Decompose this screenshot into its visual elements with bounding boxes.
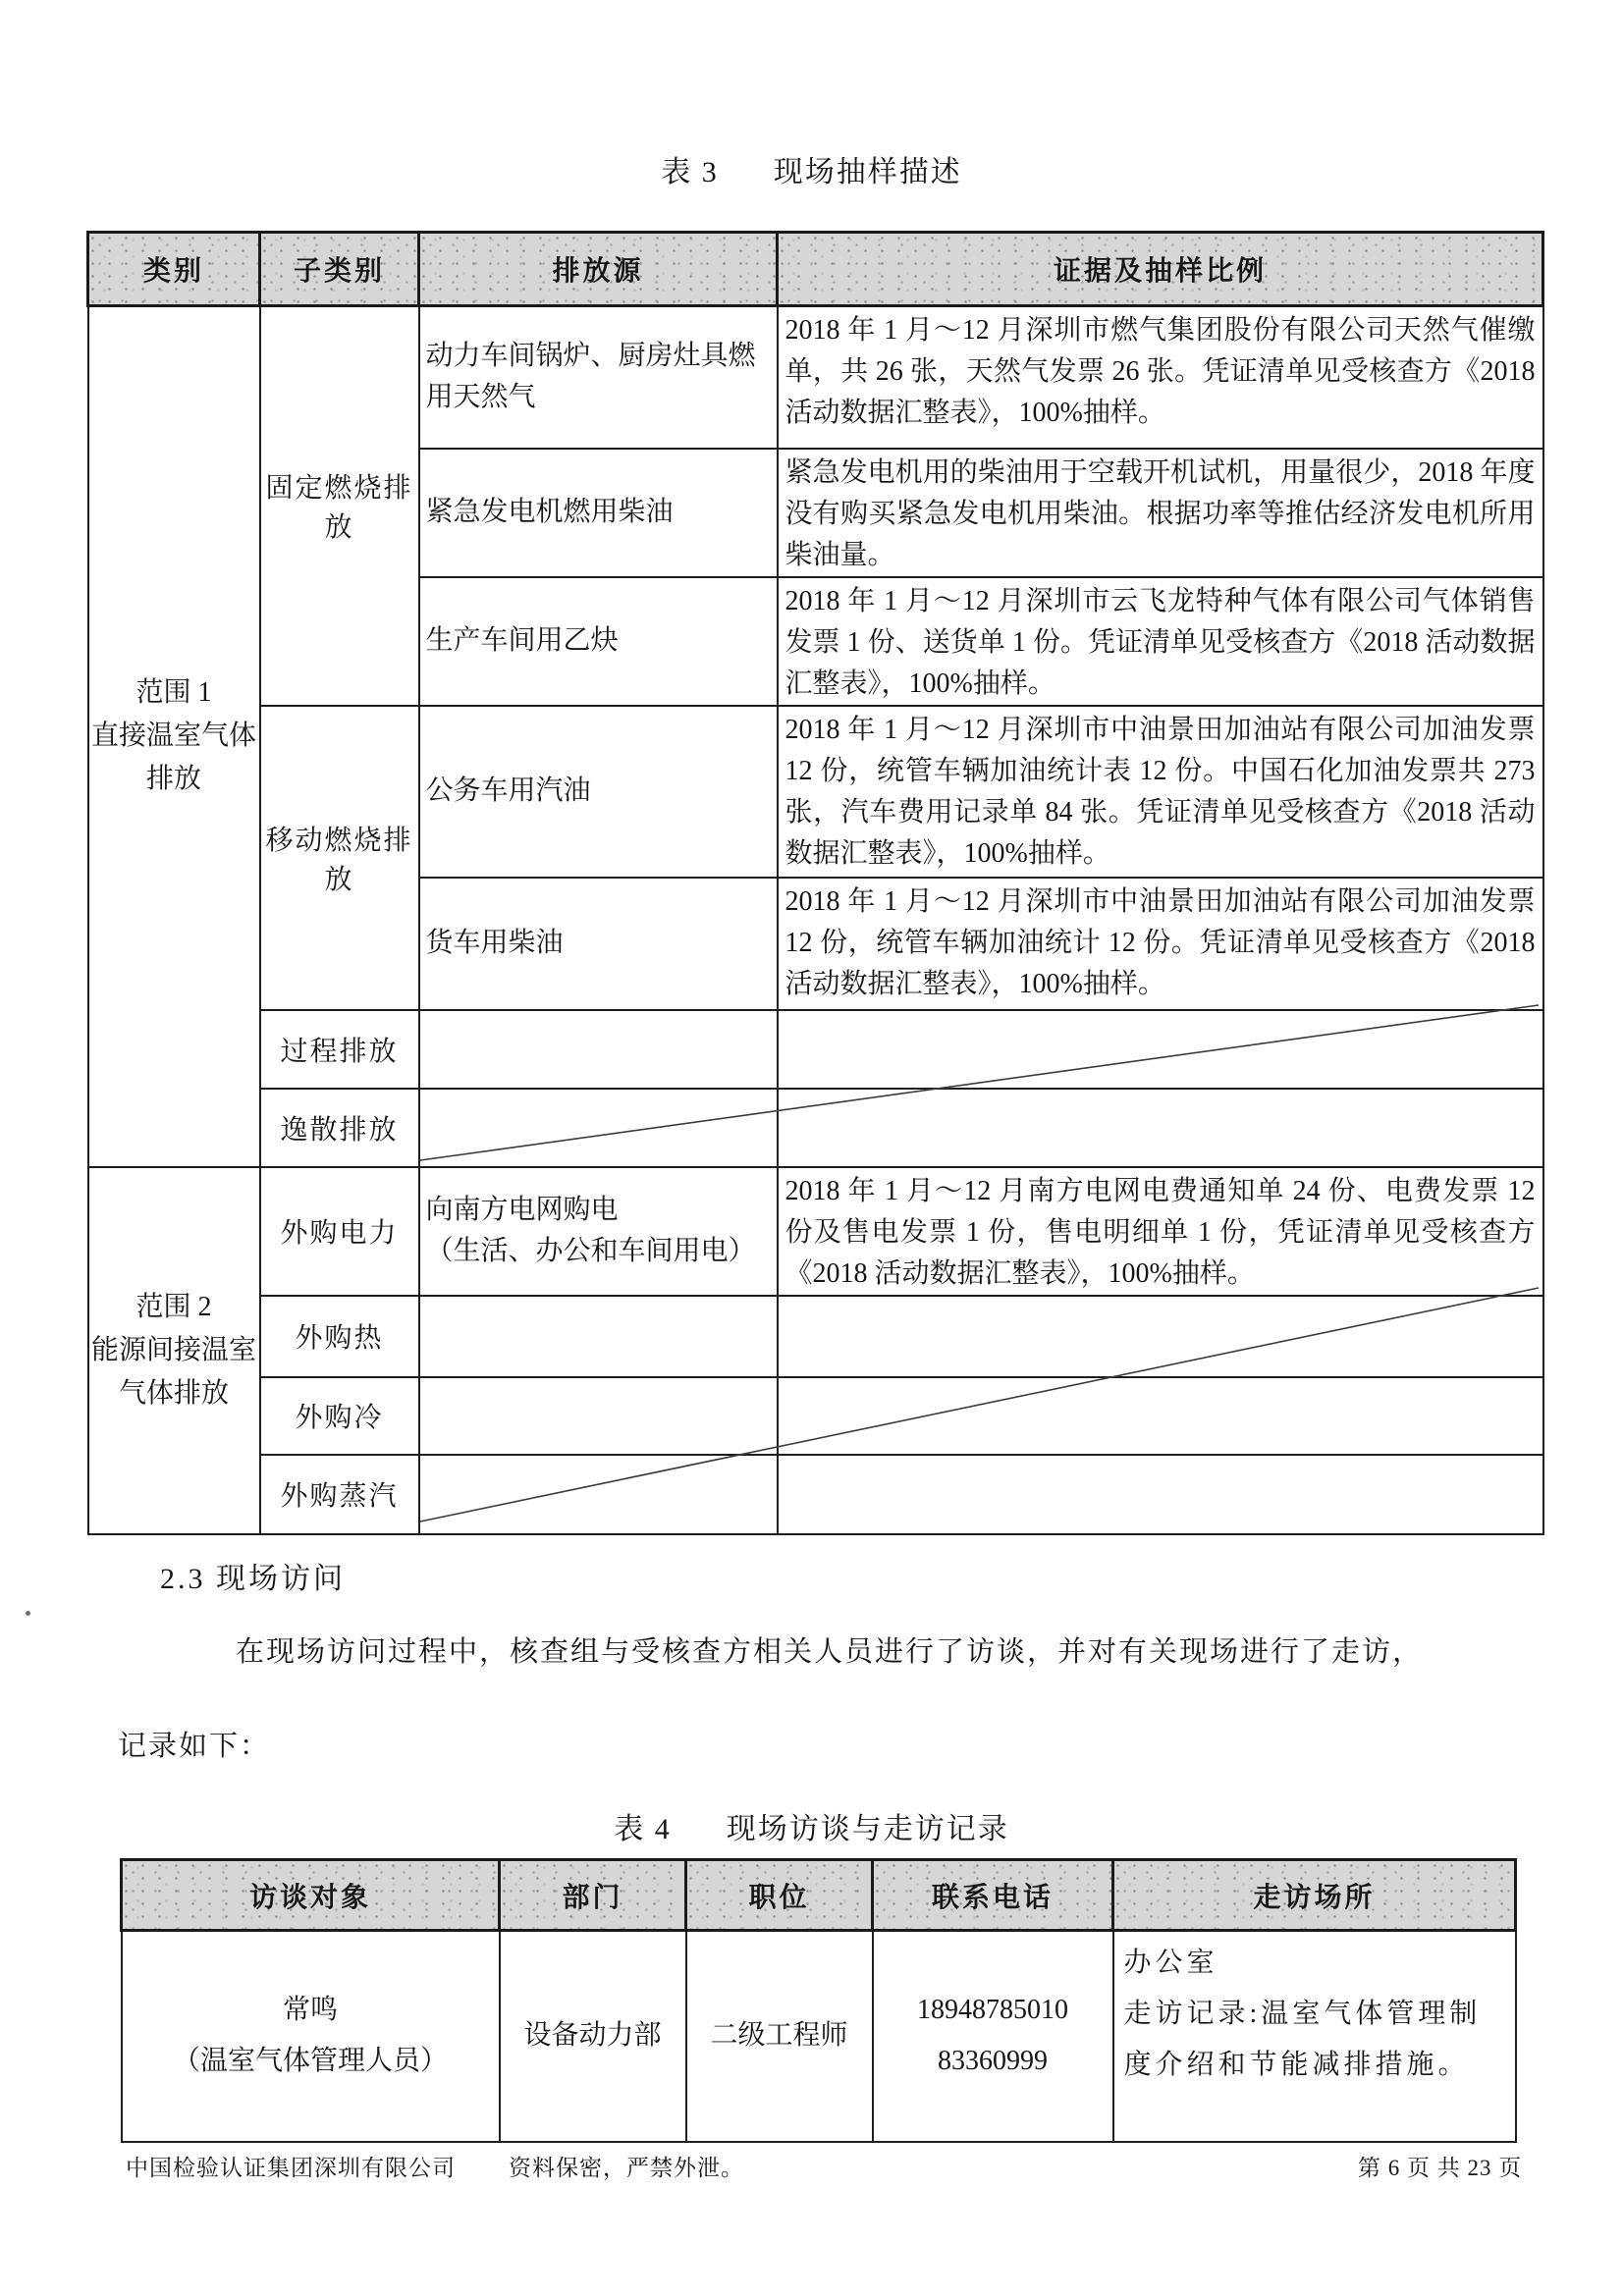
visit-place-cell — [1113, 1931, 1516, 2142]
interview-table — [120, 1858, 1517, 2143]
table3-title-label: 表 3 — [661, 156, 719, 188]
empty-evidence-cell — [778, 1010, 1543, 1089]
subcategory-purchased-cooling: 外购冷 — [260, 1377, 419, 1455]
position-cell: 二级工程师 — [686, 1931, 873, 2142]
table3-title — [0, 147, 1623, 190]
empty-source-cell — [419, 1089, 778, 1167]
scope2-label-line3: 气体排放 — [118, 1377, 229, 1409]
empty-evidence-cell — [778, 1377, 1543, 1455]
subcategory-purchased-heat: 外购热 — [260, 1296, 419, 1377]
evidence-cell: 2018 年 1 月～12 月深圳市中油景田加油站有限公司加油发票 12 份，统管车辆加油统计表 12 份。中国石化加油发票共 273 张，汽车费用记录单 84 张。凭证清单见受核查方《2018 活动数据汇整表》，100%抽样。 — [778, 706, 1543, 878]
table-header-row — [122, 1860, 1516, 1931]
sampling-table — [86, 231, 1544, 1535]
footer-confidential: 资料保密，严禁外泄。 — [509, 2156, 744, 2180]
phone-number-2: 83360999 — [938, 2046, 1048, 2077]
subcategory-purchased-steam: 外购蒸汽 — [260, 1455, 419, 1534]
evidence-cell: 紧急发电机用的柴油用于空载开机试机，用量很少，2018 年度没有购买紧急发电机用柴油。根据功率等推估经济发电机所用柴油量。 — [778, 449, 1543, 577]
table-row — [88, 706, 1543, 878]
phone-cell — [873, 1931, 1113, 2142]
electricity-source-line2: （生活、办公和车间用电） — [425, 1236, 756, 1266]
scope1-label-line2: 直接温室气体 — [90, 721, 256, 752]
subcategory-mobile-combustion: 移动燃烧排放 — [260, 706, 419, 1010]
scope2-label-line1: 范围 2 — [135, 1291, 212, 1322]
column-header-phone: 联系电话 — [873, 1860, 1113, 1931]
scope1-category-cell — [88, 306, 260, 1167]
section-heading: 2.3 现场访问 — [160, 1563, 346, 1595]
evidence-cell: 2018 年 1 月～12 月深圳市燃气集团股份有限公司天然气催缴单，共 26 张，天然气发票 26 张。凭证清单见受核查方《2018 活动数据汇整表》，100%抽样。 — [778, 306, 1543, 449]
table-row — [88, 1089, 1543, 1167]
interviewee-name: 常鸣 — [282, 1995, 338, 2026]
emission-source-cell — [419, 1167, 778, 1296]
table-row — [122, 1931, 1516, 2142]
emission-source-cell: 货车用柴油 — [419, 878, 778, 1010]
emission-source-cell: 公务车用汽油 — [419, 706, 778, 878]
subcategory-process-emission: 过程排放 — [260, 1010, 419, 1089]
column-header-subcategory: 子类别 — [260, 233, 419, 306]
empty-source-cell — [419, 1455, 778, 1534]
column-header-evidence: 证据及抽样比例 — [778, 233, 1543, 306]
section-paragraph-line2: 记录如下： — [118, 1731, 271, 1762]
scope2-label-line2: 能源间接温室 — [90, 1334, 256, 1365]
subcategory-fixed-combustion: 固定燃烧排放 — [260, 306, 419, 706]
evidence-cell: 2018 年 1 月～12 月深圳市云飞龙特种气体有限公司气体销售发票 1 份、送货单 1 份。凭证清单见受核查方《2018 活动数据汇整表》，100%抽样。 — [778, 577, 1543, 706]
column-header-source: 排放源 — [419, 233, 778, 306]
scope2-category-cell — [88, 1167, 260, 1534]
column-header-position: 职位 — [686, 1860, 873, 1931]
scope1-label-line1: 范围 1 — [135, 677, 212, 709]
footer-company: 中国检验认证集团深圳有限公司 — [126, 2156, 456, 2180]
empty-evidence-cell — [778, 1455, 1543, 1534]
visit-record: 走访记录:温室气体管理制度介绍和节能减排措施。 — [1123, 1999, 1482, 2080]
empty-evidence-cell — [778, 1296, 1543, 1377]
empty-evidence-cell — [778, 1089, 1543, 1167]
table-row — [88, 1296, 1543, 1377]
table4-title-label: 表 4 — [614, 1813, 672, 1845]
phone-number-1: 18948785010 — [917, 1995, 1068, 2026]
table-row — [88, 306, 1543, 449]
empty-source-cell — [419, 1010, 778, 1089]
scope1-label-line3: 排放 — [145, 764, 201, 795]
subcategory-fugitive-emission: 逸散排放 — [260, 1089, 419, 1167]
table3-title-text: 现场抽样描述 — [773, 156, 962, 188]
subcategory-purchased-electricity: 外购电力 — [260, 1167, 419, 1296]
footer-page-indicator: 第 6 页 共 23 页 — [1358, 2156, 1523, 2180]
table4-title-text: 现场访谈与走访记录 — [726, 1813, 1009, 1845]
visit-place: 办公室 — [1123, 1948, 1218, 1978]
table4-title — [0, 1804, 1623, 1847]
emission-source-cell: 紧急发电机燃用柴油 — [419, 449, 778, 577]
emission-source-cell: 生产车间用乙炔 — [419, 577, 778, 706]
emission-source-cell: 动力车间锅炉、厨房灶具燃用天然气 — [419, 306, 778, 449]
table-row — [88, 1010, 1543, 1089]
table-row — [88, 1167, 1543, 1296]
column-header-department: 部门 — [500, 1860, 686, 1931]
table-header-row — [88, 233, 1543, 306]
interviewee-cell — [122, 1931, 500, 2142]
department-cell: 设备动力部 — [500, 1931, 686, 2142]
column-header-place: 走访场所 — [1113, 1860, 1516, 1931]
table-row — [88, 1377, 1543, 1455]
electricity-source-line1: 向南方电网购电 — [425, 1195, 619, 1225]
empty-source-cell — [419, 1296, 778, 1377]
empty-source-cell — [419, 1377, 778, 1455]
scan-speck — [26, 1611, 30, 1616]
evidence-cell: 2018 年 1 月～12 月南方电网电费通知单 24 份、电费发票 12 份及售电发票 1 份，售电明细单 1 份，凭证清单见受核查方《2018 活动数据汇整表》，100%抽样。 — [778, 1167, 1543, 1296]
column-header-interviewee: 访谈对象 — [122, 1860, 500, 1931]
evidence-cell: 2018 年 1 月～12 月深圳市中油景田加油站有限公司加油发票 12 份，统管车辆加油统计 12 份。凭证清单见受核查方《2018 活动数据汇整表》，100%抽样。 — [778, 878, 1543, 1010]
column-header-category: 类别 — [88, 233, 260, 306]
interviewee-role: （温室气体管理人员） — [172, 2046, 448, 2077]
table-row — [88, 1455, 1543, 1534]
section-paragraph-line1: 在现场访问过程中，核查组与受核查方相关人员进行了访谈，并对有关现场进行了走访， — [236, 1636, 1424, 1668]
